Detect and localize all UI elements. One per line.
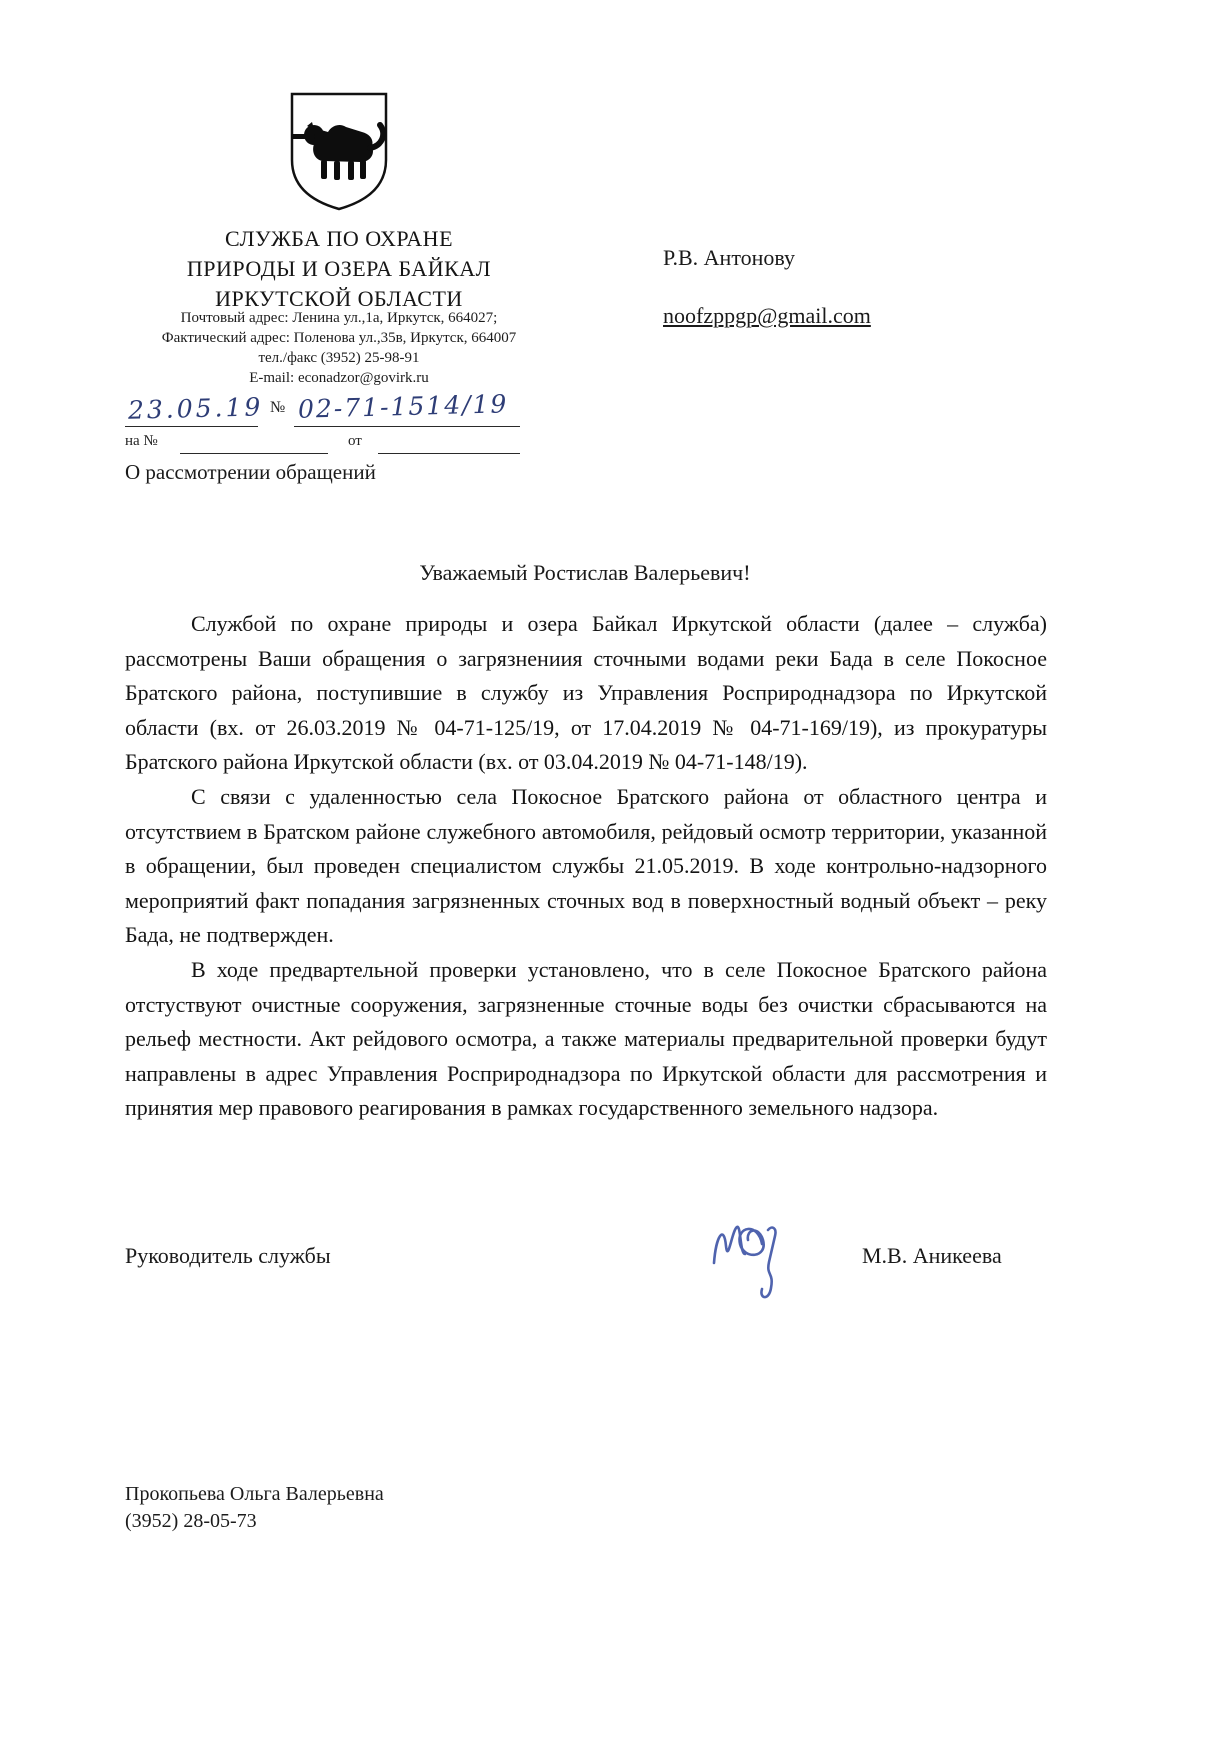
- date-underline: [125, 426, 258, 427]
- body-paragraph-1: Службой по охране природы и озера Байкал Иркутской области (далее – служба) рассмотрены Ваши обращения о загрязнениия сточными водами реки Бада в селе Покосное Братского района, поступившие в службу из Управления Росприроднадзора по Иркутской области (вх. от 26.03.2019 № 04-71-125/19, от 17.04.2019 № 04-71-169/19), из прокуратуры Братского района Иркутской области (вх. от 03.04.2019 № 04-71-148/19).: [125, 611, 1047, 775]
- from-date-label: от: [348, 433, 362, 449]
- number-sign-label: №: [270, 399, 286, 416]
- recipient-email: noofzppgp@gmail.com: [663, 303, 871, 328]
- signer-name: М.В. Аникеева: [862, 1243, 1002, 1268]
- org-email: E-mail: econadzor@govirk.ru: [249, 370, 429, 386]
- org-name-line3: ИРКУТСКОЙ ОБЛАСТИ: [215, 286, 463, 311]
- on-number-underline: [180, 453, 328, 454]
- from-date-underline: [378, 453, 520, 454]
- phone-fax: тел./факс (3952) 25-98-91: [258, 350, 420, 366]
- salutation: Уважаемый Ростислав Валерьевич!: [419, 560, 751, 585]
- body-paragraph-3: В ходе предвартельной проверки установлено, что в селе Покосное Братского района отстуствуют очистные сооружения, загрязненные сточные воды без очистки сбрасываются на рельеф местности. Акт рейдового осмотра, а также материалы предварительной проверки будут направлены в адрес Управления Росприроднадзора по Иркутской области для рассмотрения и принятия мер правового реагирования в рамках государственного земельного надзора.: [125, 956, 1047, 1121]
- on-number-label: на №: [125, 433, 158, 449]
- outgoing-date-handwritten: 23.05.19: [127, 392, 264, 425]
- number-underline: [294, 426, 520, 427]
- executor-block: [125, 1481, 384, 1535]
- signer-position-title: Руководитель службы: [125, 1243, 331, 1268]
- letter-subject: О рассмотрении обращений: [125, 460, 376, 484]
- body-paragraph-2: С связи с удаленностью села Покосное Братского района от областного центра и отсутствием в Братском районе служебного автомобиля, рейдовый осмотр территории, указанной в обращении, был проведен специалистом службы 21.05.2019. В ходе контрольно-надзорного мероприятий факт попадания загрязненных сточных вод в поверхностный водный объект – реку Бада, не подтвержден.: [125, 783, 1047, 948]
- outgoing-number-handwritten: 02-71-1514/19: [297, 389, 509, 424]
- coat-of-arms-icon: [283, 88, 395, 214]
- recipient-name: Р.В. Антонову: [663, 245, 796, 270]
- actual-address: Фактический адрес: Поленова ул.,35в, Иркутск, 664007: [161, 330, 517, 346]
- org-name-line1: СЛУЖБА ПО ОХРАНЕ: [224, 226, 454, 251]
- organization-contacts: [100, 308, 578, 388]
- handwritten-signature-icon: [700, 1208, 810, 1308]
- org-name-line2: ПРИРОДЫ И ОЗЕРА БАЙКАЛ: [186, 256, 492, 281]
- executor-phone: (3952) 28-05-73: [125, 1510, 257, 1532]
- postal-address: Почтовый адрес: Ленина ул.,1а, Иркутск, 664027;: [180, 310, 498, 326]
- letter-body: [125, 607, 1047, 1126]
- executor-name: Прокопьева Ольга Валерьевна: [125, 1483, 384, 1505]
- organization-name: [100, 224, 578, 314]
